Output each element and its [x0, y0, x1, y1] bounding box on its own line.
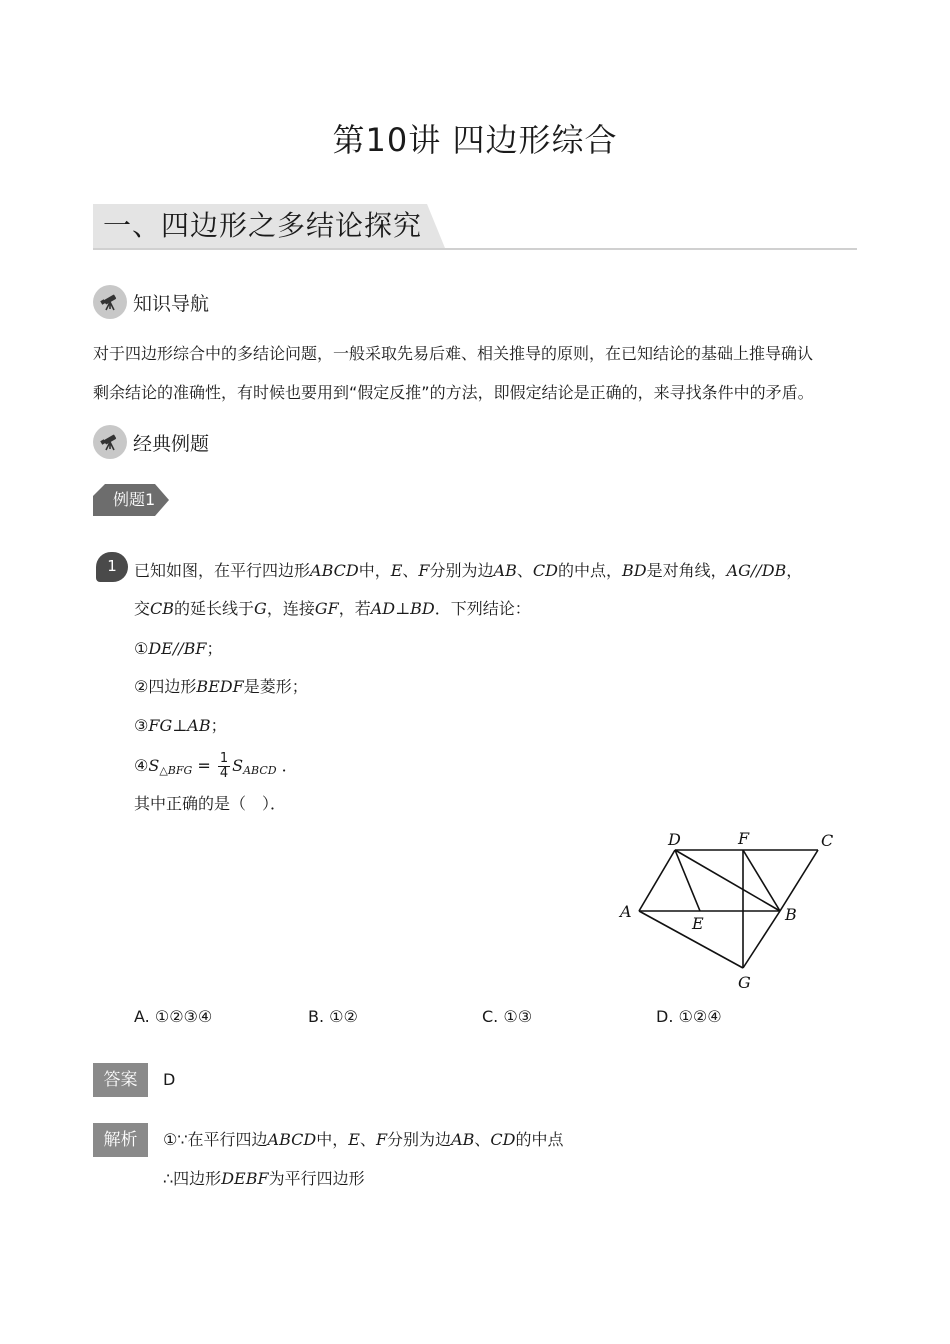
conclusion-1 — [134, 638, 223, 660]
answer-value: D — [163, 1070, 176, 1089]
segment-BG — [743, 911, 780, 968]
option-text: ①②④ — [678, 1007, 722, 1026]
text: 交 — [134, 599, 151, 618]
option-d[interactable] — [656, 1006, 722, 1028]
math: DE//BF — [148, 639, 207, 658]
math: CD — [490, 1130, 516, 1149]
math: AB — [451, 1130, 475, 1149]
text: 中， — [358, 561, 391, 580]
segment-DB — [675, 850, 780, 911]
text: ②四边形 — [134, 677, 197, 696]
conclusion-3 — [134, 715, 227, 737]
label-B: B — [785, 905, 797, 924]
math: BD — [621, 561, 647, 580]
label-E: E — [692, 914, 704, 933]
text: 、 — [474, 1130, 491, 1149]
text: ① — [134, 639, 149, 658]
math: GF — [314, 599, 339, 618]
conclusion-2 — [134, 676, 308, 698]
knowledge-heading-text: 知识导航 — [133, 292, 210, 315]
denominator: 4 — [219, 766, 229, 781]
option-letter: A. — [134, 1007, 150, 1026]
text: ∴四边形 — [163, 1169, 222, 1188]
analysis-line-1 — [163, 1129, 563, 1151]
math: E — [348, 1130, 360, 1149]
fraction — [218, 752, 230, 781]
examples-heading-text: 经典例题 — [133, 432, 210, 455]
text: 是对角线， — [646, 561, 727, 580]
math-subscript: ABCD — [243, 764, 277, 777]
example-tag — [93, 484, 169, 516]
analysis-line-2 — [163, 1168, 365, 1190]
math: ABCD — [267, 1130, 317, 1149]
text: ， — [786, 561, 803, 580]
question-number-badge: 1 — [96, 552, 128, 582]
text: ．下列结论： — [434, 599, 531, 618]
option-letter: C. — [482, 1007, 499, 1026]
knowledge-text-line-2: 剩余结论的准确性，有时候也要用到“假定反推”的方法，即假定结论是正确的，来寻找条件中的矛盾。 — [93, 383, 814, 402]
examples-heading — [93, 426, 209, 458]
text: 分别为边 — [387, 1130, 452, 1149]
math: AG//DB — [726, 561, 787, 580]
telescope-icon — [93, 285, 127, 319]
telescope-icon — [93, 425, 127, 459]
label-A: A — [620, 902, 632, 921]
label-F: F — [738, 829, 750, 848]
geometry-figure — [612, 826, 842, 996]
math: AB — [493, 561, 517, 580]
math: ABCD — [310, 561, 359, 580]
text: 的中点， — [557, 561, 622, 580]
text: 、 — [402, 561, 419, 580]
option-text: ①②③④ — [154, 1007, 213, 1026]
equals-sign: = — [192, 756, 216, 775]
option-letter: B. — [308, 1007, 325, 1026]
option-b[interactable] — [308, 1006, 358, 1028]
math: F — [375, 1130, 388, 1149]
math-subscript: △BFG — [159, 764, 193, 777]
text: 的延长线于 — [174, 599, 255, 618]
label-D: D — [668, 830, 681, 849]
text: 为平行四边形 — [268, 1169, 365, 1188]
section-divider — [93, 248, 857, 250]
text: 的中点 — [515, 1130, 564, 1149]
text: 、 — [359, 1130, 376, 1149]
text: 分别为边 — [429, 561, 494, 580]
knowledge-text-line-1: 对于四边形综合中的多结论问题，一般采取先易后难、相关推导的原则，在已知结论的基础上推导确认 — [93, 344, 814, 363]
math: DEBF — [221, 1169, 269, 1188]
segment-DE — [675, 850, 700, 911]
text: ④ — [134, 756, 149, 775]
math: CD — [532, 561, 558, 580]
text: ； — [210, 716, 227, 735]
math: CB — [150, 599, 175, 618]
text: ，连接 — [266, 599, 315, 618]
section-title: 一、四边形之多结论探究 — [103, 209, 423, 242]
segment-FB — [743, 850, 780, 911]
option-letter: D. — [656, 1007, 674, 1026]
text: 中， — [316, 1130, 349, 1149]
segment-AG — [639, 911, 743, 968]
text: ； — [206, 639, 223, 658]
math: FG⊥AB — [148, 716, 211, 735]
math: S — [148, 756, 160, 775]
label-C: C — [821, 831, 834, 850]
section-banner — [93, 204, 857, 250]
math: BEDF — [196, 677, 244, 696]
label-G: G — [738, 973, 751, 992]
question-line-1 — [134, 560, 802, 582]
text: ． — [276, 756, 298, 775]
math: AD⊥BD — [370, 599, 435, 618]
option-a[interactable] — [134, 1006, 212, 1028]
math: E — [390, 561, 403, 580]
knowledge-heading — [93, 286, 209, 318]
math: S — [232, 756, 244, 775]
math: F — [418, 561, 430, 580]
question-prompt: 其中正确的是（ ）． — [134, 794, 287, 813]
text: ①∵在平行四边 — [163, 1130, 268, 1149]
segment-AD — [639, 850, 675, 911]
answer-label: 答案 — [93, 1063, 148, 1097]
text: ③ — [134, 716, 149, 735]
numerator: 1 — [219, 751, 229, 766]
option-c[interactable] — [482, 1006, 532, 1028]
example-tag-label: 例题1 — [113, 490, 156, 509]
segment-CB — [780, 850, 818, 911]
text: 是菱形； — [243, 677, 308, 696]
math: G — [254, 599, 267, 618]
question-line-2 — [134, 598, 531, 620]
page-title: 第10讲 四边形综合 — [332, 121, 618, 159]
option-text: ①③ — [503, 1007, 533, 1026]
text: ，若 — [338, 599, 371, 618]
text: 、 — [516, 561, 533, 580]
option-text: ①② — [329, 1007, 358, 1026]
conclusion-4 — [134, 746, 298, 791]
text: 已知如图，在平行四边形 — [134, 561, 311, 580]
analysis-label: 解析 — [93, 1123, 148, 1157]
